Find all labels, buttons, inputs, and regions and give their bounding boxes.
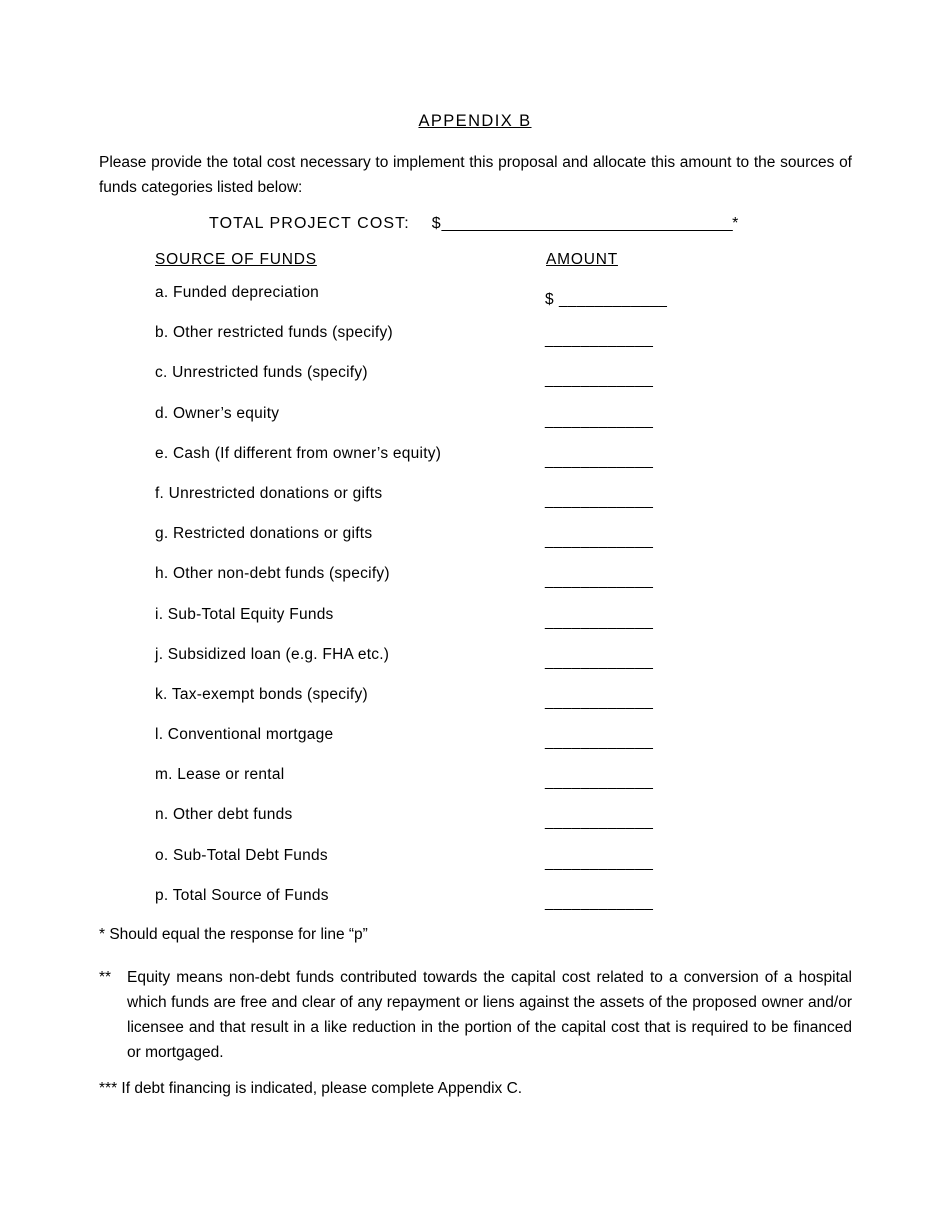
row-label: a. Funded depreciation (155, 284, 320, 301)
row-amount-field[interactable] (545, 572, 653, 590)
row-amount-field[interactable] (545, 291, 667, 309)
row-amount-field[interactable] (545, 653, 653, 671)
row-amount-field[interactable] (545, 813, 653, 831)
amount-blank: ____________ (545, 733, 654, 751)
row-label: b. Other restricted funds (specify) (155, 324, 393, 342)
amount-blank: ____________ (545, 612, 654, 630)
row-label: f. Unrestricted donations or gifts (155, 484, 383, 502)
amount-blank: ____________ (545, 451, 654, 469)
intro-paragraph: Please provide the total cost necessary to implement this proposal and allocate this amount to the sources of funds categories listed below: (99, 154, 852, 196)
list-item (155, 324, 875, 364)
amount-blank: ____________ (545, 411, 654, 429)
amount-blank: ____________ (545, 893, 654, 911)
list-item (155, 284, 875, 324)
amount-blank: ____________ (545, 331, 654, 349)
list-item (155, 766, 875, 806)
list-item (155, 686, 875, 726)
row-label: n. Other debt funds (155, 806, 293, 824)
amount-blank: ____________ (545, 773, 654, 791)
amount-blank: ____________ (545, 853, 654, 871)
list-item (155, 847, 875, 887)
funds-source-list (155, 284, 875, 927)
amount-blank: ____________ (545, 532, 654, 550)
row-label: o. Sub-Total Debt Funds (155, 846, 328, 864)
total-project-cost-line (209, 215, 739, 233)
row-amount-field[interactable] (545, 371, 653, 389)
row-amount-field[interactable] (545, 773, 653, 791)
row-label: k. Tax-exempt bonds (specify) (155, 685, 368, 703)
list-item (155, 565, 875, 605)
list-item (155, 405, 875, 445)
amount-blank: ____________ (545, 371, 654, 389)
row-label: j. Subsidized loan (e.g. FHA etc.) (155, 645, 390, 663)
row-amount-field[interactable] (545, 894, 653, 912)
footnote-asterisk-three: *** If debt financing is indicated, please complete Appendix C. (99, 1080, 523, 1097)
list-item (155, 485, 875, 525)
total-project-cost-label: TOTAL PROJECT COST: (209, 215, 410, 232)
row-amount-field[interactable] (545, 854, 653, 872)
total-project-cost-blank[interactable]: ___________________________________ (441, 215, 733, 232)
list-item (155, 887, 875, 927)
row-label: c. Unrestricted funds (specify) (155, 364, 368, 382)
page-title: APPENDIX B (418, 112, 532, 130)
list-item (155, 726, 875, 766)
list-item (155, 646, 875, 686)
header-amount: AMOUNT (546, 251, 618, 268)
row-amount-field[interactable] (545, 452, 653, 470)
amount-blank: ____________ (545, 813, 654, 831)
footnote-asterisk-two (99, 965, 852, 1065)
list-item (155, 364, 875, 404)
list-item (155, 606, 875, 646)
row-amount-field[interactable] (545, 412, 653, 430)
list-item (155, 806, 875, 846)
row-label: g. Restricted donations or gifts (155, 525, 373, 543)
row-label: p. Total Source of Funds (155, 886, 329, 904)
row-label: h. Other non-debt funds (specify) (155, 565, 390, 583)
row-amount-field[interactable] (545, 331, 653, 349)
total-project-cost-asterisk: * (732, 215, 740, 232)
footnote-two-marker: ** (99, 969, 112, 986)
dollar-sign: $ (545, 291, 555, 308)
footnote-two-text: Equity means non-debt funds contributed towards the capital cost related to a conversion of a hospital which funds are free and clear of any repayment or liens against the assets of the proposed owner and/or licensee and that result in a like reduction in the portion of the capital cost that is required to be financed or mortgaged. (127, 969, 852, 1061)
total-project-cost-dollar: $ (431, 215, 442, 232)
list-item (155, 445, 875, 485)
amount-blank: ____________ (545, 491, 654, 509)
row-label: l. Conventional mortgage (155, 726, 334, 744)
amount-blank: ____________ (545, 692, 654, 710)
row-amount-field[interactable] (545, 492, 653, 510)
row-amount-field[interactable] (545, 532, 653, 550)
row-amount-field[interactable] (545, 733, 653, 751)
list-item (155, 525, 875, 565)
amount-blank: ____________ (545, 572, 654, 590)
row-label: d. Owner’s equity (155, 404, 280, 422)
footnote-asterisk-one: * Should equal the response for line “p” (99, 926, 368, 943)
amount-blank: ____________ (545, 652, 654, 670)
row-label: e. Cash (If different from owner’s equity) (155, 444, 442, 462)
header-source-of-funds: SOURCE OF FUNDS (155, 251, 317, 268)
row-label: m. Lease or rental (155, 766, 285, 784)
row-amount-field[interactable] (545, 613, 653, 631)
amount-blank: ____________ (559, 291, 668, 308)
row-amount-field[interactable] (545, 693, 653, 711)
row-label: i. Sub-Total Equity Funds (155, 605, 334, 623)
